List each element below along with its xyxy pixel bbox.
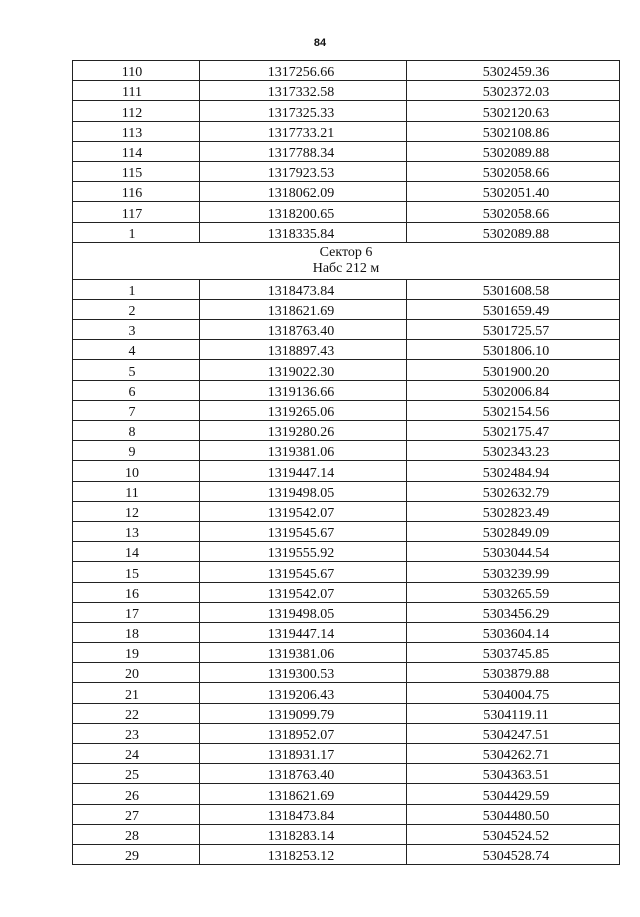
- y-coordinate-cell: 5301806.10: [407, 340, 620, 360]
- y-coordinate-cell: 5302343.23: [407, 441, 620, 461]
- point-number-cell: 21: [73, 683, 200, 703]
- x-coordinate-cell: 1319545.67: [200, 562, 407, 582]
- table-row: [73, 380, 620, 400]
- sector-header-row: [73, 242, 620, 279]
- x-coordinate-cell: 1319498.05: [200, 481, 407, 501]
- point-number-cell: 16: [73, 582, 200, 602]
- table-row: [73, 441, 620, 461]
- table-row: [73, 602, 620, 622]
- y-coordinate-cell: 5303044.54: [407, 542, 620, 562]
- point-number-cell: 12: [73, 501, 200, 521]
- y-coordinate-cell: 5304363.51: [407, 764, 620, 784]
- point-number-cell: 20: [73, 663, 200, 683]
- point-number-cell: 117: [73, 202, 200, 222]
- y-coordinate-cell: 5302051.40: [407, 182, 620, 202]
- point-number-cell: 1: [73, 279, 200, 299]
- x-coordinate-cell: 1318062.09: [200, 182, 407, 202]
- x-coordinate-cell: 1317733.21: [200, 121, 407, 141]
- point-number-cell: 14: [73, 542, 200, 562]
- x-coordinate-cell: 1318335.84: [200, 222, 407, 242]
- y-coordinate-cell: 5302175.47: [407, 421, 620, 441]
- point-number-cell: 22: [73, 703, 200, 723]
- table-row: [73, 299, 620, 319]
- x-coordinate-cell: 1318253.12: [200, 844, 407, 864]
- y-coordinate-cell: 5304524.52: [407, 824, 620, 844]
- sector-header-cell: [73, 242, 620, 279]
- table-row: [73, 683, 620, 703]
- x-coordinate-cell: 1317788.34: [200, 141, 407, 161]
- y-coordinate-cell: 5302058.66: [407, 161, 620, 181]
- point-number-cell: 10: [73, 461, 200, 481]
- x-coordinate-cell: 1318283.14: [200, 824, 407, 844]
- sector-header-body: [73, 242, 620, 279]
- table-row: [73, 400, 620, 420]
- coordinates-table: [72, 60, 620, 865]
- table-row: [73, 501, 620, 521]
- point-number-cell: 13: [73, 521, 200, 541]
- table-row: [73, 562, 620, 582]
- table-row: [73, 81, 620, 101]
- x-coordinate-cell: 1319300.53: [200, 663, 407, 683]
- x-coordinate-cell: 1318952.07: [200, 723, 407, 743]
- table-row: [73, 101, 620, 121]
- point-number-cell: 112: [73, 101, 200, 121]
- point-number-cell: 9: [73, 441, 200, 461]
- x-coordinate-cell: 1319381.06: [200, 441, 407, 461]
- table-row: [73, 222, 620, 242]
- x-coordinate-cell: 1319381.06: [200, 643, 407, 663]
- x-coordinate-cell: 1319555.92: [200, 542, 407, 562]
- point-number-cell: 113: [73, 121, 200, 141]
- point-number-cell: 23: [73, 723, 200, 743]
- y-coordinate-cell: 5302089.88: [407, 222, 620, 242]
- table-row: [73, 161, 620, 181]
- table-row: [73, 279, 620, 299]
- table-row: [73, 643, 620, 663]
- table-row: [73, 804, 620, 824]
- point-number-cell: 27: [73, 804, 200, 824]
- table-row: [73, 461, 620, 481]
- page-number: 84: [313, 37, 327, 49]
- y-coordinate-cell: 5302120.63: [407, 101, 620, 121]
- point-number-cell: 1: [73, 222, 200, 242]
- coordinates-table-bottom: [73, 279, 620, 864]
- x-coordinate-cell: 1319447.14: [200, 622, 407, 642]
- table-row: [73, 824, 620, 844]
- y-coordinate-cell: 5304004.75: [407, 683, 620, 703]
- y-coordinate-cell: 5302154.56: [407, 400, 620, 420]
- x-coordinate-cell: 1319447.14: [200, 461, 407, 481]
- y-coordinate-cell: 5303265.59: [407, 582, 620, 602]
- y-coordinate-cell: 5304480.50: [407, 804, 620, 824]
- x-coordinate-cell: 1317923.53: [200, 161, 407, 181]
- x-coordinate-cell: 1319265.06: [200, 400, 407, 420]
- table-row: [73, 202, 620, 222]
- point-number-cell: 115: [73, 161, 200, 181]
- table-row: [73, 481, 620, 501]
- x-coordinate-cell: 1318621.69: [200, 299, 407, 319]
- point-number-cell: 25: [73, 764, 200, 784]
- y-coordinate-cell: 5304262.71: [407, 744, 620, 764]
- point-number-cell: 5: [73, 360, 200, 380]
- point-number-cell: 3: [73, 320, 200, 340]
- point-number-cell: 19: [73, 643, 200, 663]
- table-row: [73, 121, 620, 141]
- y-coordinate-cell: 5302823.49: [407, 501, 620, 521]
- y-coordinate-cell: 5302372.03: [407, 81, 620, 101]
- table-row: [73, 542, 620, 562]
- y-coordinate-cell: 5303456.29: [407, 602, 620, 622]
- y-coordinate-cell: 5304119.11: [407, 703, 620, 723]
- table-row: [73, 582, 620, 602]
- y-coordinate-cell: 5304528.74: [407, 844, 620, 864]
- x-coordinate-cell: 1319280.26: [200, 421, 407, 441]
- y-coordinate-cell: 5302632.79: [407, 481, 620, 501]
- table-row: [73, 182, 620, 202]
- x-coordinate-cell: 1319022.30: [200, 360, 407, 380]
- y-coordinate-cell: 5304247.51: [407, 723, 620, 743]
- point-number-cell: 15: [73, 562, 200, 582]
- point-number-cell: 18: [73, 622, 200, 642]
- x-coordinate-cell: 1318763.40: [200, 320, 407, 340]
- x-coordinate-cell: 1318931.17: [200, 744, 407, 764]
- table-row: [73, 723, 620, 743]
- x-coordinate-cell: 1319498.05: [200, 602, 407, 622]
- point-number-cell: 2: [73, 299, 200, 319]
- table-row: [73, 141, 620, 161]
- point-number-cell: 24: [73, 744, 200, 764]
- table-row: [73, 61, 620, 81]
- table-row: [73, 663, 620, 683]
- x-coordinate-cell: 1318621.69: [200, 784, 407, 804]
- y-coordinate-cell: 5302058.66: [407, 202, 620, 222]
- point-number-cell: 17: [73, 602, 200, 622]
- x-coordinate-cell: 1318473.84: [200, 279, 407, 299]
- table-row: [73, 521, 620, 541]
- x-coordinate-cell: 1319206.43: [200, 683, 407, 703]
- table-row: [73, 703, 620, 723]
- y-coordinate-cell: 5303879.88: [407, 663, 620, 683]
- x-coordinate-cell: 1318473.84: [200, 804, 407, 824]
- table-row: [73, 844, 620, 864]
- y-coordinate-cell: 5302459.36: [407, 61, 620, 81]
- y-coordinate-cell: 5302089.88: [407, 141, 620, 161]
- point-number-cell: 26: [73, 784, 200, 804]
- y-coordinate-cell: 5303604.14: [407, 622, 620, 642]
- point-number-cell: 116: [73, 182, 200, 202]
- table-row: [73, 320, 620, 340]
- y-coordinate-cell: 5302849.09: [407, 521, 620, 541]
- table-row: [73, 744, 620, 764]
- point-number-cell: 11: [73, 481, 200, 501]
- table-row: [73, 784, 620, 804]
- coordinates-table-top: [73, 61, 620, 243]
- x-coordinate-cell: 1319542.07: [200, 582, 407, 602]
- sector-subtitle: Набс 212 м: [312, 260, 380, 276]
- table-row: [73, 764, 620, 784]
- x-coordinate-cell: 1317332.58: [200, 81, 407, 101]
- y-coordinate-cell: 5302006.84: [407, 380, 620, 400]
- y-coordinate-cell: 5304429.59: [407, 784, 620, 804]
- x-coordinate-cell: 1319542.07: [200, 501, 407, 521]
- x-coordinate-cell: 1317325.33: [200, 101, 407, 121]
- point-number-cell: 28: [73, 824, 200, 844]
- y-coordinate-cell: 5301900.20: [407, 360, 620, 380]
- x-coordinate-cell: 1318763.40: [200, 764, 407, 784]
- y-coordinate-cell: 5303239.99: [407, 562, 620, 582]
- table-row: [73, 340, 620, 360]
- sector-title: Сектор 6: [319, 244, 373, 260]
- x-coordinate-cell: 1319099.79: [200, 703, 407, 723]
- point-number-cell: 4: [73, 340, 200, 360]
- point-number-cell: 6: [73, 380, 200, 400]
- point-number-cell: 29: [73, 844, 200, 864]
- x-coordinate-cell: 1319545.67: [200, 521, 407, 541]
- table-row: [73, 360, 620, 380]
- x-coordinate-cell: 1319136.66: [200, 380, 407, 400]
- table-row: [73, 622, 620, 642]
- y-coordinate-cell: 5301725.57: [407, 320, 620, 340]
- point-number-cell: 8: [73, 421, 200, 441]
- y-coordinate-cell: 5302108.86: [407, 121, 620, 141]
- point-number-cell: 111: [73, 81, 200, 101]
- x-coordinate-cell: 1318897.43: [200, 340, 407, 360]
- x-coordinate-cell: 1318200.65: [200, 202, 407, 222]
- y-coordinate-cell: 5301608.58: [407, 279, 620, 299]
- y-coordinate-cell: 5303745.85: [407, 643, 620, 663]
- table-row: [73, 421, 620, 441]
- point-number-cell: 114: [73, 141, 200, 161]
- y-coordinate-cell: 5301659.49: [407, 299, 620, 319]
- x-coordinate-cell: 1317256.66: [200, 61, 407, 81]
- point-number-cell: 7: [73, 400, 200, 420]
- point-number-cell: 110: [73, 61, 200, 81]
- y-coordinate-cell: 5302484.94: [407, 461, 620, 481]
